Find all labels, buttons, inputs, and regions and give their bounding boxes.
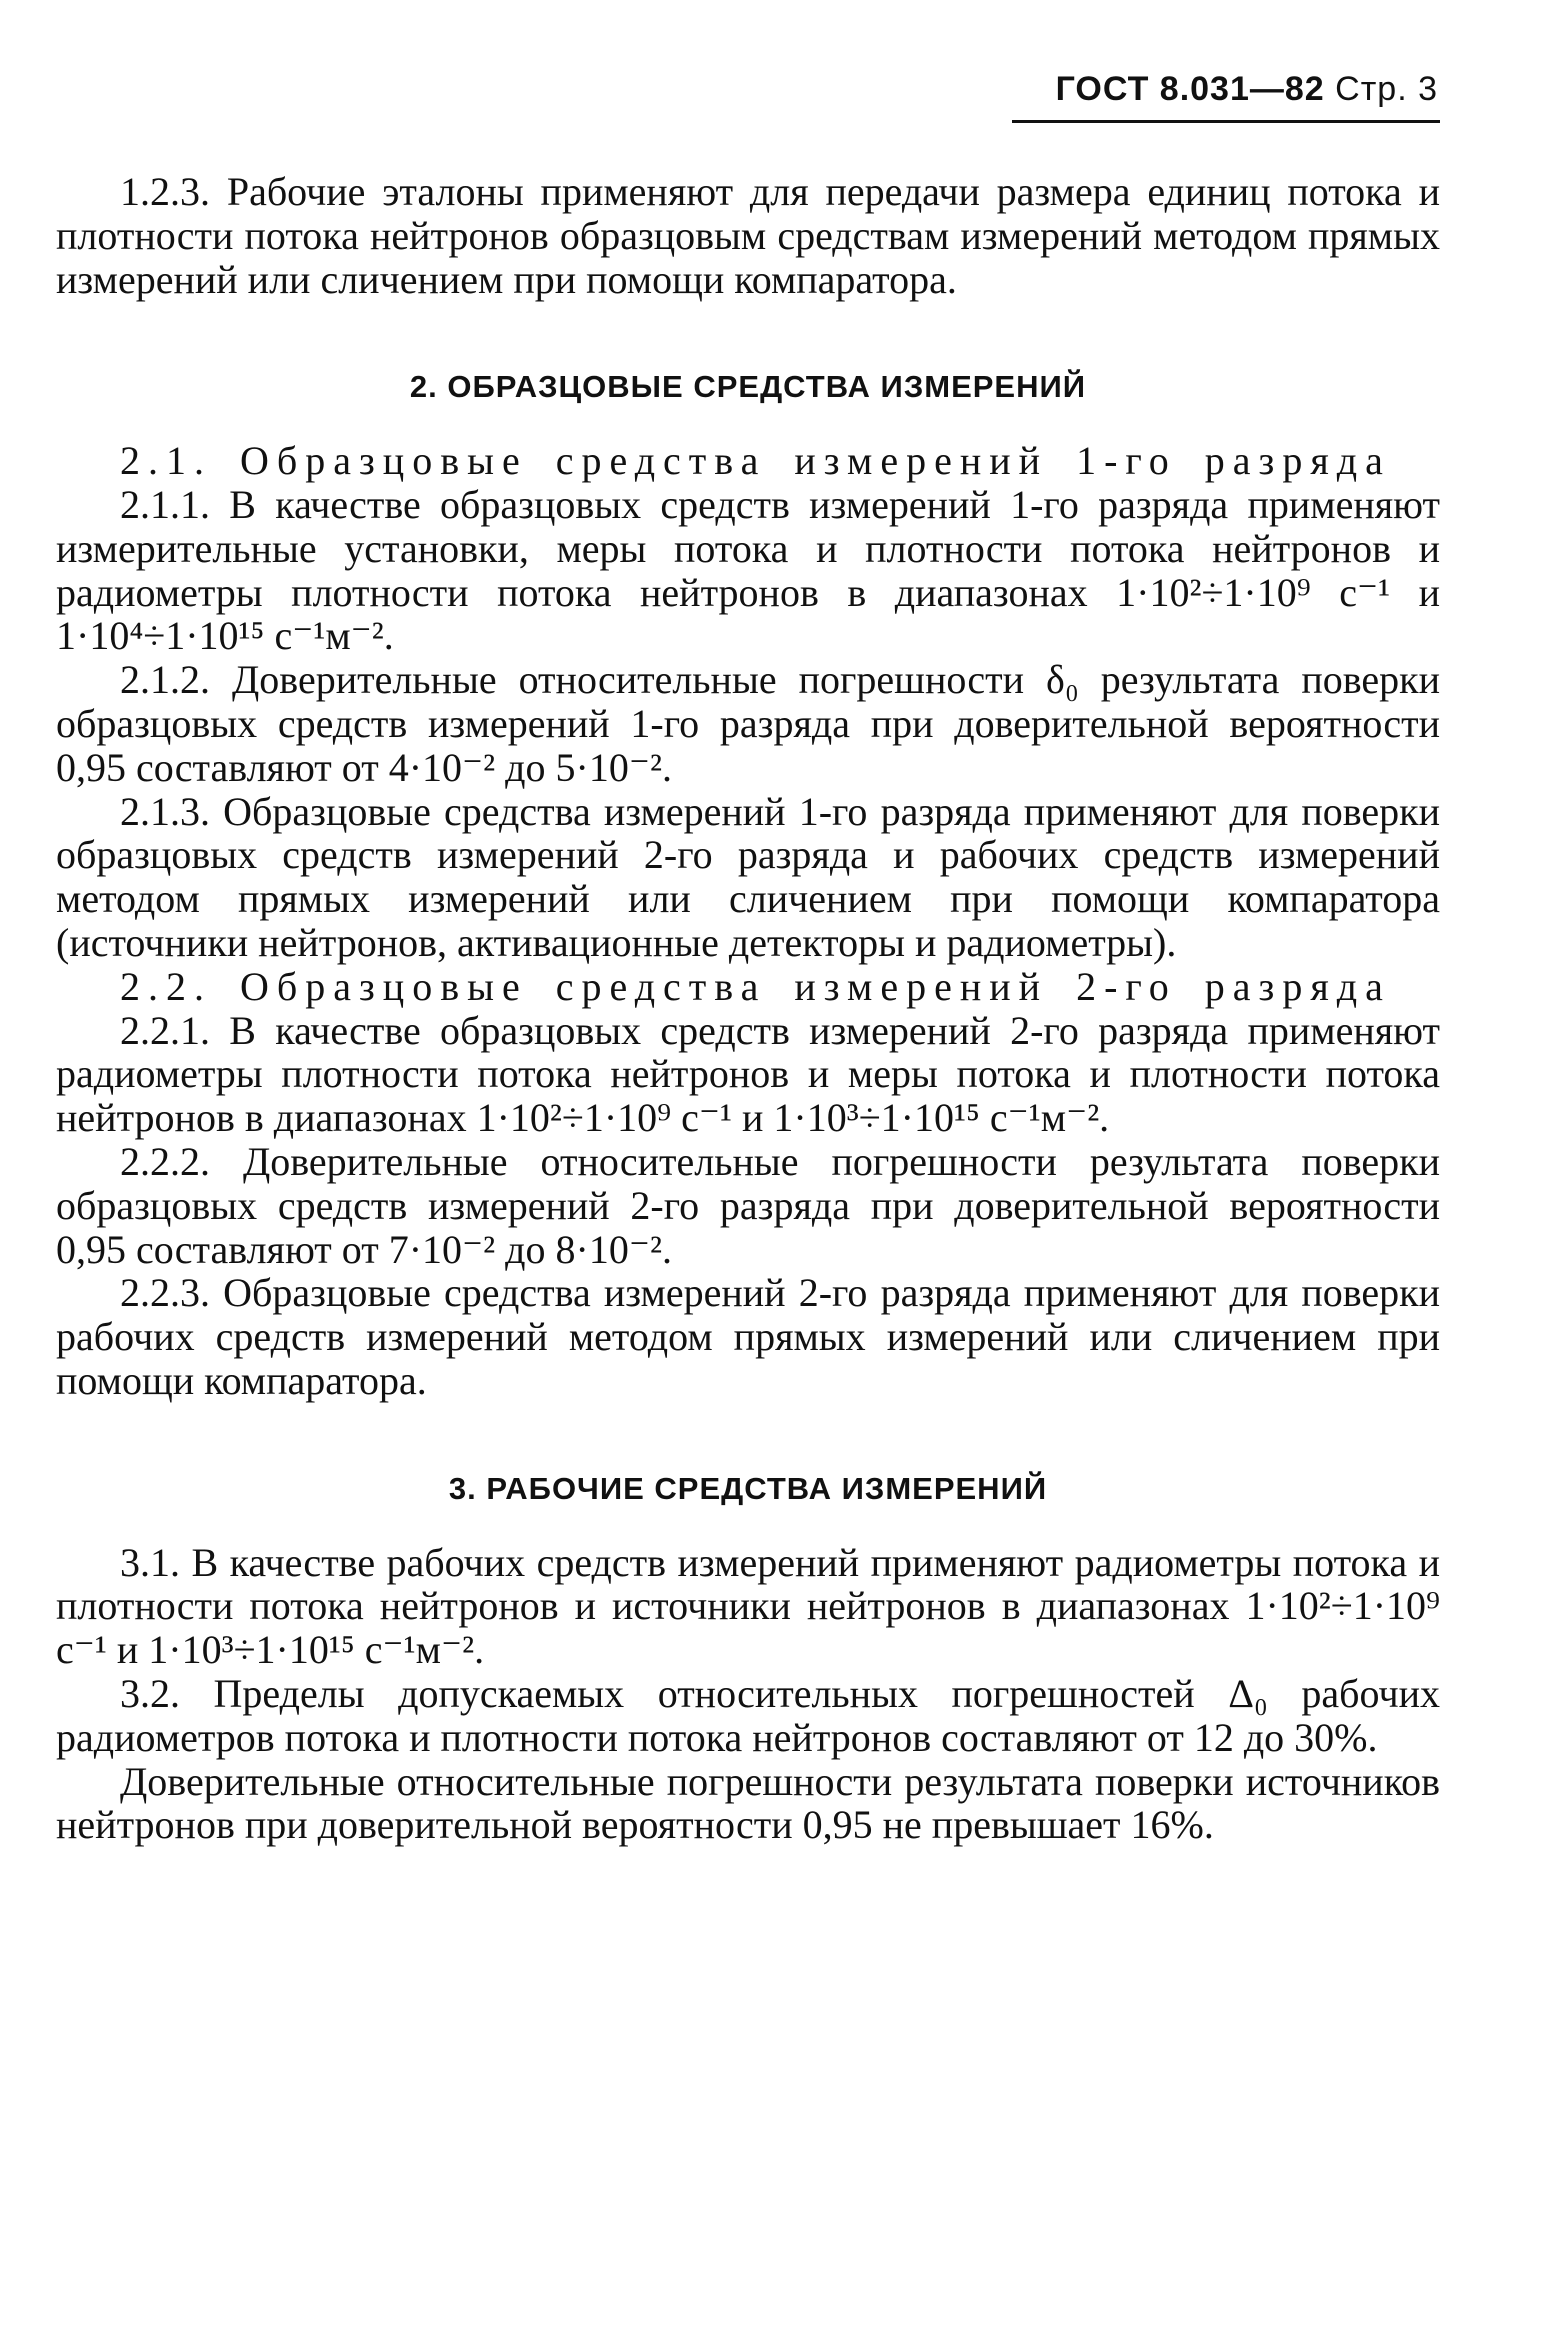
- paragraph-2-1-1: 2.1.1. В качестве образцовых средств измерений 1-го разряда применяют измерительные установки, меры потока и плотности потока нейтронов и радиометры плотности потока нейтронов в диапазонах 1·10²÷1·10⁹ с⁻¹ и 1·10⁴÷1·10¹⁵ с⁻¹м⁻².: [56, 481, 1440, 659]
- document-code: ГОСТ 8.031—82: [1055, 70, 1325, 108]
- paragraph-2-2: 2.2. Образцовые средства измерений 2-го разряда: [120, 963, 1391, 1009]
- paragraph-2-2-1: 2.2.1. В качестве образцовых средств измерений 2-го разряда применяют радиометры плотности потока нейтронов и меры потока и плотности потока нейтронов в диапазонах 1·10²÷1·10⁹ с⁻¹ и 1·10³÷1·10¹⁵ с⁻¹м⁻².: [56, 1007, 1440, 1141]
- paragraph-2-1-3: 2.1.3. Образцовые средства измерений 1-го разряда применяют для поверки образцовых средств измерений 2-го разряда и рабочих средств измерений методом прямых измерений или сличением при помощи компаратора (источники нейтронов, активационные детекторы и радиометры).: [56, 788, 1440, 965]
- paragraph-3-2: 3.2. Пределы допускаемых относительных погрешностей Δ₀ рабочих радиометров потока и плотности потока нейтронов составляют от 12 до 30%.: [56, 1670, 1440, 1760]
- paragraph-3-2-note: Доверительные относительные погрешности результата поверки источников нейтронов при доверительной вероятности 0,95 не превышает 16%.: [56, 1758, 1440, 1848]
- paragraph-1-2-3: 1.2.3. Рабочие эталоны применяют для передачи размера единиц потока и плотности потока нейтронов образцовым средствам измерений методом прямых измерений или сличением при помощи компаратора.: [56, 169, 1440, 302]
- document-body: [56, 170, 1440, 1847]
- header-rule: [1012, 120, 1440, 123]
- paragraph-2-1-2: 2.1.2. Доверительные относительные погрешности δ₀ результата поверки образцовых средств измерений 1-го разряда при доверительной вероятности 0,95 составляют от 4·10⁻² до 5·10⁻².: [56, 657, 1440, 790]
- paragraph-2-2-2: 2.2.2. Доверительные относительные погрешности результата поверки образцовых средств измерений 2-го разряда при доверительной вероятности 0,95 составляют от 7·10⁻² до 8·10⁻².: [56, 1138, 1440, 1272]
- paragraph-3-1: 3.1. В качестве рабочих средств измерений применяют радиометры потока и плотности потока нейтронов и источники нейтронов в диапазонах 1·10²÷1·10⁹ с⁻¹ и 1·10³÷1·10¹⁵ с⁻¹м⁻².: [56, 1539, 1440, 1673]
- section-3-heading: 3. РАБОЧИЕ СРЕДСТВА ИЗМЕРЕНИЙ: [448, 1470, 1048, 1506]
- paragraph-2-2-3: 2.2.3. Образцовые средства измерений 2-го разряда применяют для поверки рабочих средств измерений методом прямых измерений или сличением при помощи компаратора.: [56, 1270, 1440, 1403]
- section-2-heading: 2. ОБРАЗЦОВЫЕ СРЕДСТВА ИЗМЕРЕНИЙ: [409, 369, 1087, 405]
- paragraph-2-1: 2.1. Образцовые средства измерений 1-го разряда: [120, 438, 1391, 484]
- page-header: [1040, 70, 1438, 109]
- page-number: Стр. 3: [1335, 70, 1438, 108]
